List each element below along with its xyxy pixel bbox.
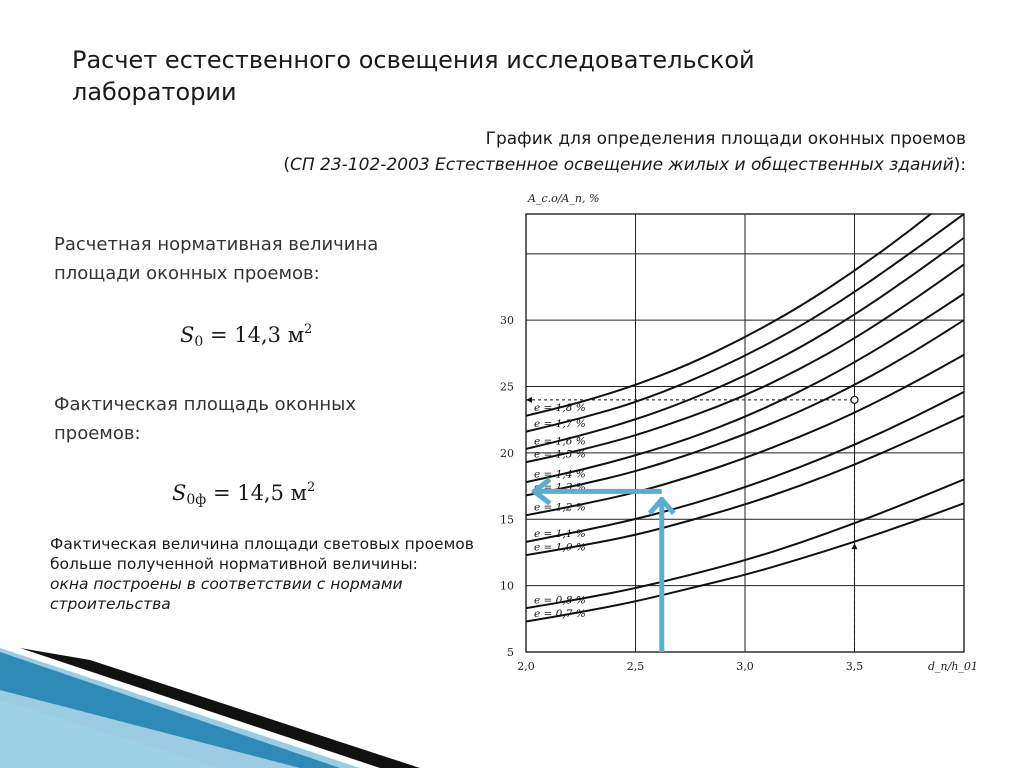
series-label: e = 1,0 % (534, 541, 586, 554)
normative-sub: 0 (194, 334, 204, 350)
actual-sub: 0ф (186, 492, 207, 508)
normative-value: = 14,3 м (203, 323, 305, 347)
caption-paren-close: ): (953, 155, 966, 175)
y-tick-label: 15 (500, 513, 514, 527)
y-axis-label: A_с.о/A_п, % (528, 192, 600, 205)
y-tick-label: 10 (500, 579, 514, 593)
x-tick-label: 2,5 (626, 660, 645, 673)
window-area-chart (496, 186, 996, 676)
actual-value: = 14,5 м (206, 481, 307, 505)
conclusion-text (50, 534, 490, 614)
actual-label: Фактическая площадь оконных проемов: (54, 394, 356, 444)
series-label: e = 1,3 % (534, 481, 586, 494)
actual-symbol: S (172, 481, 187, 505)
series-label: e = 1,1 % (534, 528, 586, 541)
normative-symbol: S (180, 323, 195, 347)
series-label: e = 1,4 % (534, 468, 586, 481)
y-tick-label: 25 (500, 380, 514, 394)
y-tick-label: 20 (500, 446, 514, 460)
series-label: e = 0,7 % (534, 607, 586, 620)
series-label: e = 1,7 % (534, 418, 586, 431)
y-tick-label: 30 (500, 314, 514, 328)
reference-point (851, 396, 858, 403)
series-label: e = 0,8 % (534, 594, 586, 607)
series-label: e = 1,8 % (534, 402, 586, 415)
caption-standard: СП 23-102-2003 Естественное освещение жилых и общественных зданий (289, 155, 954, 175)
normative-sup: 2 (304, 322, 313, 337)
x-tick-label: 3,5 (845, 660, 864, 673)
x-axis-label: d_п/h_01 (928, 660, 978, 673)
caption-line-1: График для определения площади оконных проемов (485, 129, 966, 149)
caption-paren-open: ( (283, 155, 290, 175)
actual-sup: 2 (306, 480, 316, 495)
page-title: Расчет естественного освещения исследовательской лаборатории (72, 46, 755, 106)
actual-formula (172, 480, 315, 508)
normative-formula (180, 322, 312, 350)
conclusion-italic: окна построены в соответствии с нормами строительства (50, 575, 403, 613)
conclusion-plain: Фактическая величина площади световых проемов больше полученной нормативной величины: (50, 535, 474, 573)
series-label: e = 1,2 % (534, 501, 586, 514)
x-tick-label: 3,0 (736, 660, 754, 673)
caption-line-2 (66, 152, 966, 178)
series-label: e = 1,6 % (534, 435, 586, 448)
normative-label: Расчетная нормативная величина площади оконных проемов: (54, 234, 379, 284)
series-labels (534, 402, 586, 620)
y-tick-label: 5 (507, 646, 514, 659)
reference-up-arrowhead (852, 543, 858, 549)
x-tick-label: 2,0 (517, 660, 535, 673)
reference-arrowhead (526, 397, 532, 403)
series-label: e = 1,5 % (534, 448, 586, 461)
chart-caption (66, 126, 966, 178)
